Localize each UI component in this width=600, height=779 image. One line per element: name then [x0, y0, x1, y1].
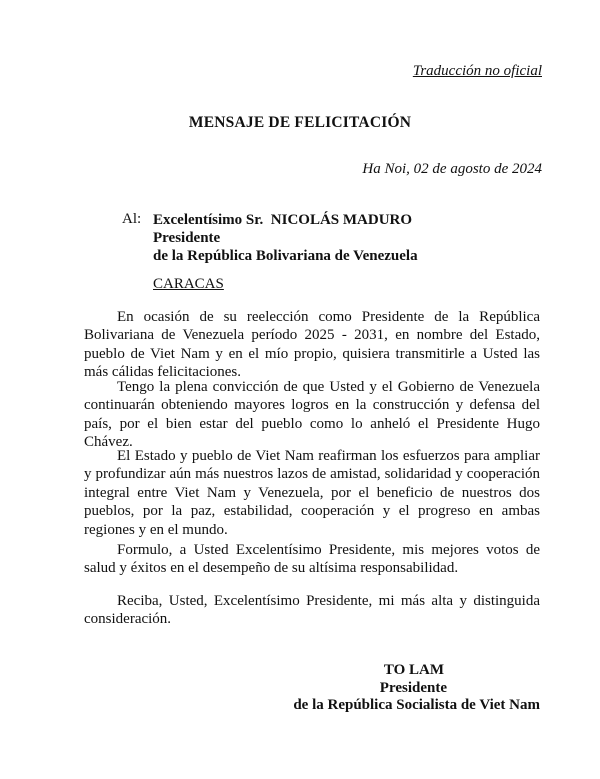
body-paragraph: El Estado y pueblo de Viet Nam reafirman los esfuerzos para ampliar y profundizar aún más nuestros lazos de amistad, solidaridad y cooperación integral entre Viet Nam y Venezuela, por el beneficio de nuestros dos pueblos, por la paz, estabilidad, cooperación y el progreso en ambas regiones y en el mundo. [84, 448, 540, 538]
addressee-name: Excelentísimo Sr. NICOLÁS MADURO [153, 212, 413, 228]
signatory-title: Presidente [379, 679, 447, 696]
addressee-country: de la República Bolivariana de Venezuela [153, 248, 418, 264]
addressee-title: Presidente [153, 230, 221, 246]
body-paragraph: Tengo la plena convicción de que Usted y el Gobierno de Venezuela continuarán obteniendo mayores logros en la construcción y defensa del país, por el bien estar del pueblo como lo anheló el Presidente Hugo Chávez. [84, 379, 540, 451]
body-paragraph: En ocasión de su reelección como Presidente de la República Bolivariana de Venezuela período 2025 - 2031, en nombre del Estado, pueblo de Viet Nam y en el mío propio, quisiera transmitirle a Usted las más cálidas felicitaciones. [84, 309, 540, 381]
addressee-prefix: Al: [122, 211, 142, 227]
body-paragraph: Reciba, Usted, Excelentísimo Presidente, mi más alta y distinguida consideración. [84, 593, 540, 628]
signatory-country: de la República Socialista de Viet Nam [293, 697, 540, 713]
unofficial-translation-note: Traducción no oficial [412, 63, 542, 79]
letter-title: MENSAJE DE FELICITACIÓN [188, 114, 412, 131]
addressee-city: CARACAS [153, 276, 224, 292]
addressee-block [153, 211, 418, 265]
body-paragraph: Formulo, a Usted Excelentísimo Presidente, mis mejores votos de salud y éxitos en el desempeño de su altísima responsabilidad. [84, 542, 540, 577]
signature-block [250, 662, 540, 715]
dateline: Ha Noi, 02 de agosto de 2024 [362, 161, 542, 177]
signatory-name: TO LAM [383, 662, 444, 678]
